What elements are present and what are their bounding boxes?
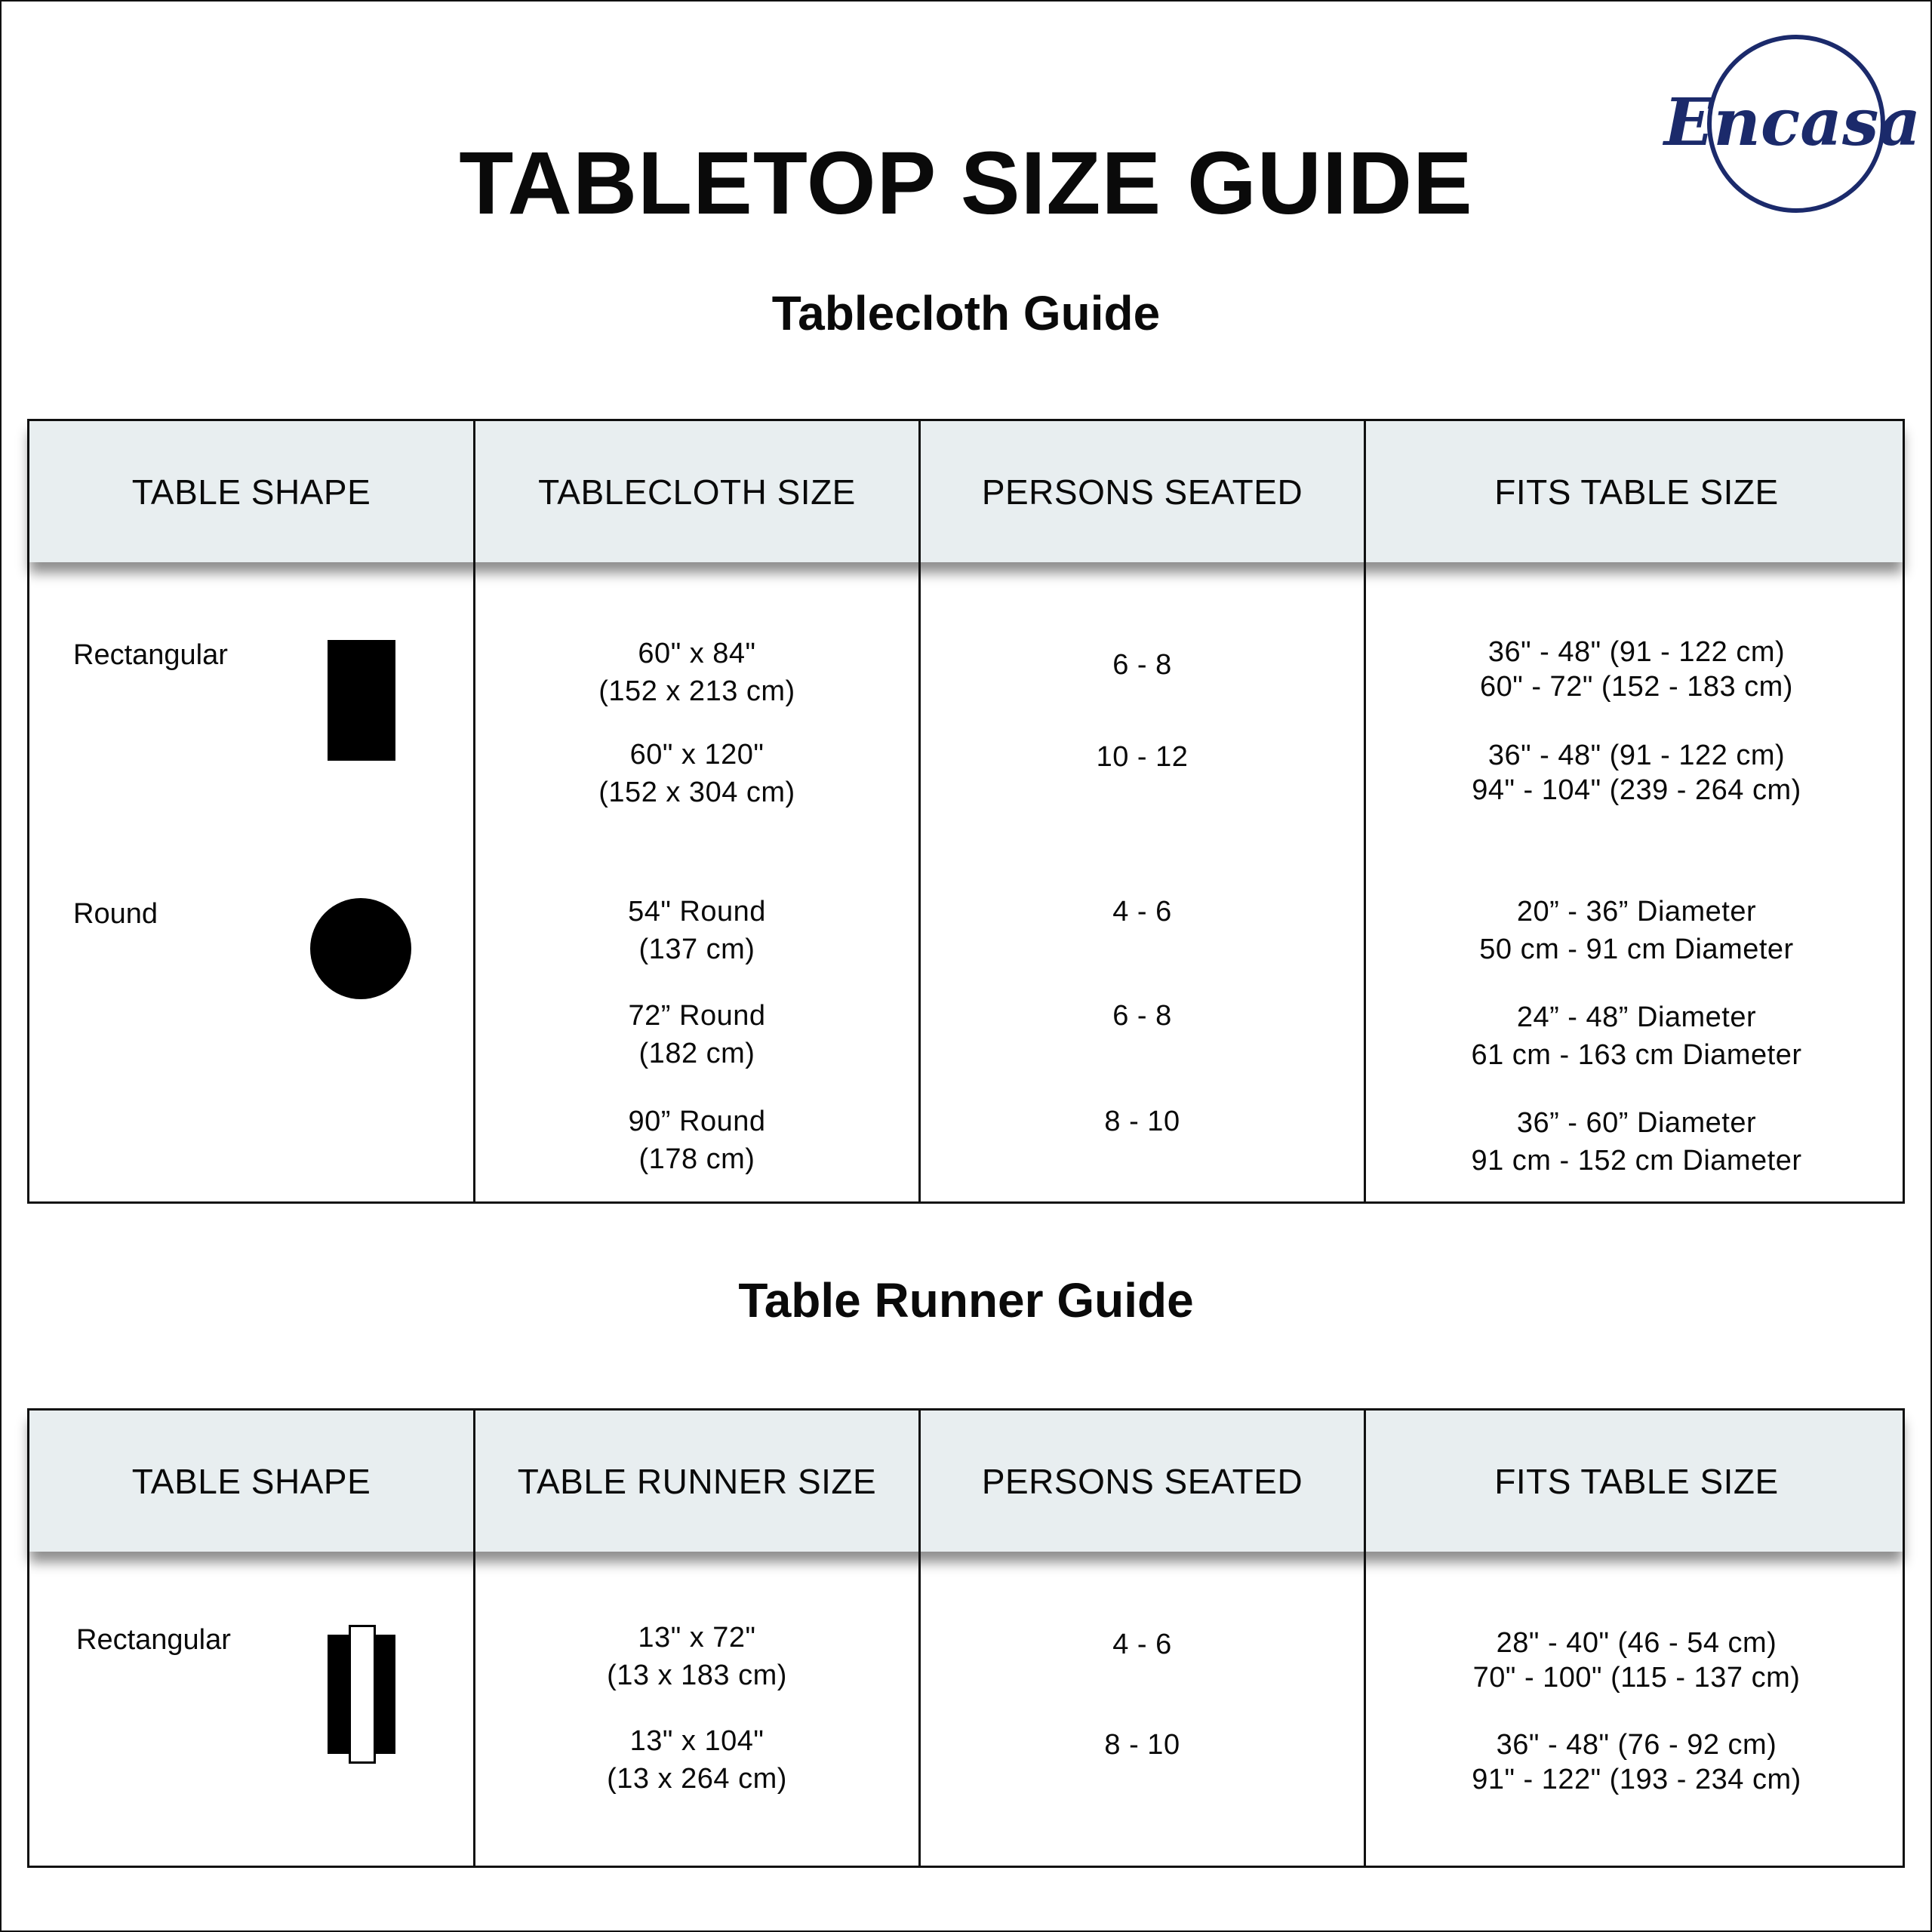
- fits-table-size-cell: 36" - 48" (76 - 92 cm) 91" - 122" (193 - 234 cm): [1472, 1729, 1801, 1795]
- persons-seated-cell: 6 - 8: [1112, 649, 1172, 681]
- header-persons-seated: PERSONS SEATED: [981, 472, 1303, 512]
- header-fits-table-size: FITS TABLE SIZE: [1494, 1461, 1779, 1501]
- runner-strip-icon: [349, 1625, 376, 1764]
- tablecloth-size-cell: 60" x 84" (152 x 213 cm): [598, 638, 795, 707]
- fits-table-size-cell: 24” - 48” Diameter 61 cm - 163 cm Diameter: [1471, 1001, 1802, 1071]
- runner-size-cell: 13" x 72" (13 x 183 cm): [607, 1622, 787, 1691]
- shape-label-rectangular: Rectangular: [76, 1624, 231, 1656]
- header-table-runner-size: TABLE RUNNER SIZE: [517, 1461, 877, 1501]
- persons-seated-cell: 10 - 12: [1096, 741, 1189, 773]
- logo-text: Encasa: [1663, 85, 1921, 161]
- persons-seated-cell: 8 - 10: [1104, 1729, 1180, 1761]
- fits-table-size-cell: 36" - 48" (91 - 122 cm) 60" - 72" (152 - 183 cm): [1480, 636, 1793, 703]
- persons-seated-cell: 8 - 10: [1104, 1106, 1180, 1137]
- persons-seated-cell: 6 - 8: [1112, 1000, 1172, 1032]
- header-tablecloth-size: TABLECLOTH SIZE: [538, 472, 856, 512]
- header-table-shape: TABLE SHAPE: [131, 1461, 371, 1501]
- persons-seated-cell: 4 - 6: [1112, 1629, 1172, 1660]
- header-fits-table-size: FITS TABLE SIZE: [1494, 472, 1779, 512]
- tablecloth-size-cell: 72” Round (182 cm): [628, 1000, 766, 1069]
- fits-table-size-cell: 28" - 40" (46 - 54 cm) 70" - 100" (115 - 137 cm): [1472, 1627, 1801, 1694]
- tablecloth-size-cell: 60" x 120" (152 x 304 cm): [598, 739, 795, 808]
- tablecloth-size-cell: 54" Round (137 cm): [628, 896, 766, 965]
- shape-label-round: Round: [73, 898, 158, 930]
- rectangle-shape-icon: [328, 640, 395, 761]
- page-title: TABLETOP SIZE GUIDE: [459, 134, 1473, 233]
- persons-seated-cell: 4 - 6: [1112, 896, 1172, 928]
- runner-table: [27, 1408, 1905, 1868]
- fits-table-size-cell: 20” - 36” Diameter 50 cm - 91 cm Diameter: [1479, 896, 1794, 965]
- fits-table-size-cell: 36" - 48" (91 - 122 cm) 94" - 104" (239 - 264 cm): [1472, 740, 1801, 806]
- tablecloth-section-title: Tablecloth Guide: [771, 286, 1161, 340]
- runner-section-title: Table Runner Guide: [738, 1273, 1194, 1327]
- header-persons-seated: PERSONS SEATED: [981, 1461, 1303, 1501]
- header-table-shape: TABLE SHAPE: [131, 472, 371, 512]
- shape-label-rectangular: Rectangular: [73, 639, 228, 671]
- tablecloth-table: [27, 419, 1905, 1204]
- circle-shape-icon: [310, 898, 411, 999]
- runner-size-cell: 13" x 104" (13 x 264 cm): [607, 1725, 787, 1795]
- tablecloth-size-cell: 90” Round (178 cm): [628, 1106, 766, 1175]
- fits-table-size-cell: 36” - 60” Diameter 91 cm - 152 cm Diameter: [1471, 1107, 1802, 1177]
